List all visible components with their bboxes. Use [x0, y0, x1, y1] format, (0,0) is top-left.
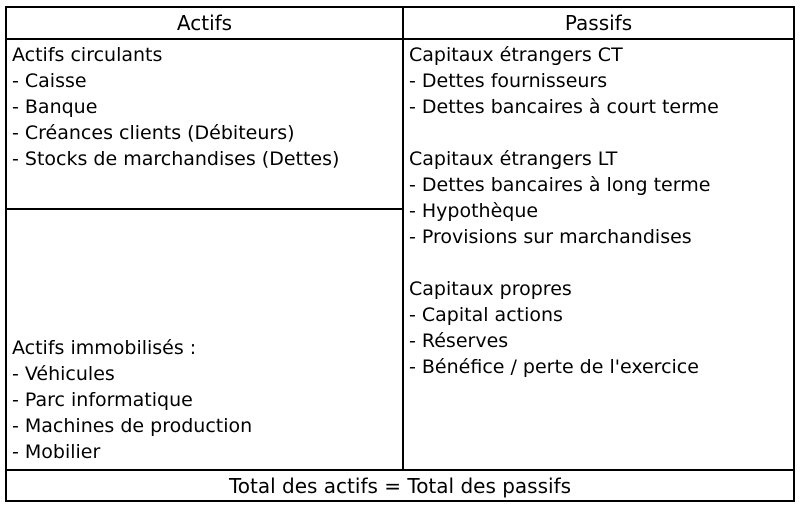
group-title: Capitaux étrangers LT: [409, 148, 618, 170]
list-item: - Stocks de marchandises (Dettes): [12, 148, 340, 170]
list-item: - Dettes bancaires à long terme: [409, 174, 711, 196]
group-title: Capitaux propres: [409, 278, 572, 300]
actifs-circulants-cell: [7, 40, 404, 210]
list-item: - Provisions sur marchandises: [409, 226, 692, 248]
list-item: - Réserves: [409, 330, 509, 352]
list-item: - Capital actions: [409, 304, 563, 326]
balance-sheet-table: [5, 6, 795, 502]
actifs-immobilises-cell: [7, 210, 404, 469]
actifs-circulants-title: Actifs circulants: [12, 44, 163, 66]
column-header-actifs: [7, 8, 404, 40]
column-header-actifs-label: Actifs: [176, 11, 233, 35]
list-item: - Hypothèque: [409, 200, 539, 222]
list-item: - Parc informatique: [12, 389, 193, 411]
total-label: Total des actifs = Total des passifs: [228, 473, 572, 498]
list-item: - Machines de production: [12, 415, 253, 437]
group-title: Capitaux étrangers CT: [409, 44, 623, 66]
actifs-immobilises-title: Actifs immobilisés :: [12, 337, 197, 359]
group-capitaux-etrangers-lt: [409, 146, 787, 250]
column-header-passifs: [404, 8, 793, 40]
group-capitaux-etrangers-ct: [409, 42, 787, 120]
list-item: - Dettes fournisseurs: [409, 70, 608, 92]
list-item: - Banque: [12, 96, 98, 118]
list-item: - Bénéfice / perte de l'exercice: [409, 356, 699, 378]
list-item: - Mobilier: [12, 441, 101, 463]
list-item: - Dettes bancaires à court terme: [409, 96, 719, 118]
list-item: - Véhicules: [12, 363, 115, 385]
total-row: [7, 469, 793, 500]
group-capitaux-propres: [409, 276, 787, 380]
column-header-passifs-label: Passifs: [564, 11, 633, 35]
list-item: - Caisse: [12, 70, 87, 92]
list-item: - Créances clients (Débiteurs): [12, 122, 295, 144]
passifs-cell: [404, 40, 793, 469]
